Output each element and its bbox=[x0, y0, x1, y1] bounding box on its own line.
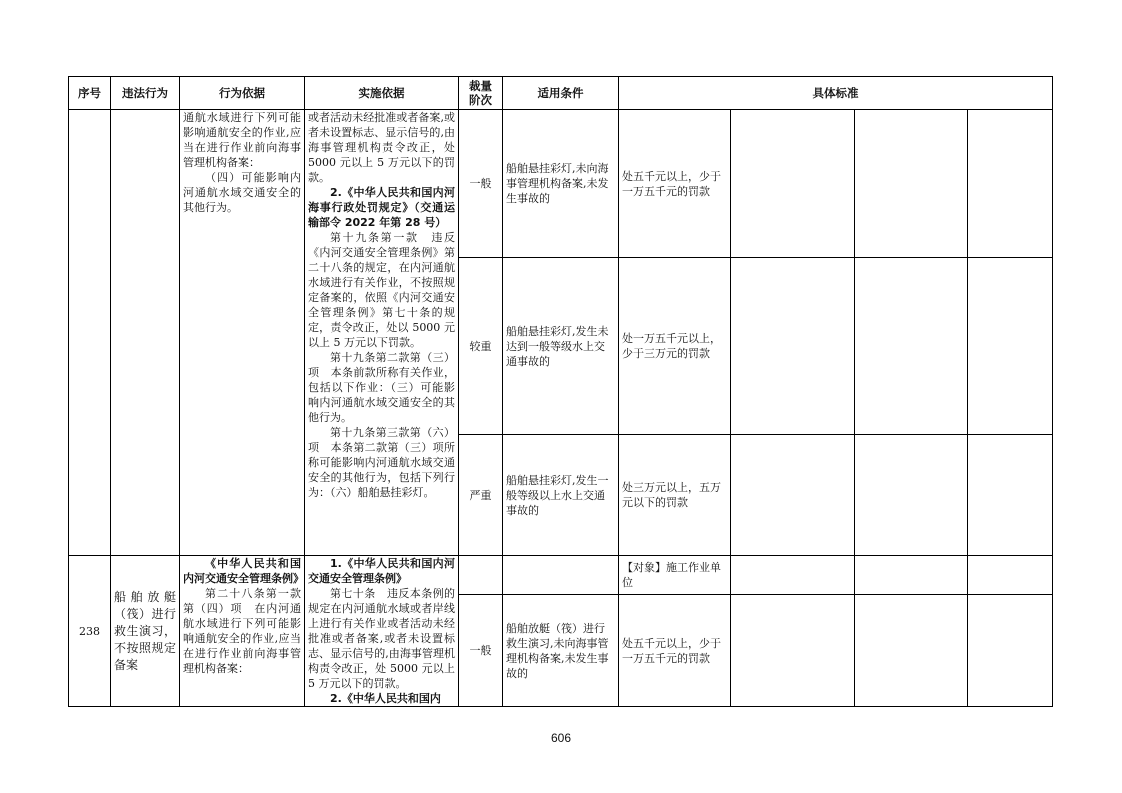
seq-cell: 238 bbox=[69, 556, 111, 707]
header-level: 裁量阶次 bbox=[459, 77, 503, 110]
cond-cell: 船舶悬挂彩灯,发生未达到一般等级水上交通事故的 bbox=[503, 258, 619, 435]
header-seq: 序号 bbox=[69, 77, 111, 110]
basis-text: 第二十八条第一款第（四）项 在内河通航水域进行下列可能影响通航安全的作业,应当在进行作业前向海事管理机构备案： bbox=[183, 587, 301, 675]
empty-cell bbox=[855, 435, 968, 556]
standard-cell: 处五千元以上，少于一万五千元的罚款 bbox=[619, 595, 731, 707]
empty-cell bbox=[503, 556, 619, 595]
header-cond: 适用条件 bbox=[503, 77, 619, 110]
empty-cell bbox=[459, 556, 503, 595]
violation-cell: 船舶放艇（筏）进行救生演习，不按照规定备案 bbox=[111, 556, 180, 707]
basis-text: 通航水域进行下列可能影响通航安全的作业,应当在进行作业前向海事管理机构备案： bbox=[183, 111, 301, 169]
standard-cell: 处五千元以上，少于一万五千元的罚款 bbox=[619, 110, 731, 258]
header-basis: 行为依据 bbox=[180, 77, 305, 110]
page-number: 606 bbox=[550, 731, 572, 745]
level-cell: 严重 bbox=[459, 435, 503, 556]
empty-cell bbox=[855, 595, 968, 707]
empty-cell bbox=[855, 556, 968, 595]
empty-cell bbox=[731, 435, 855, 556]
empty-cell bbox=[855, 110, 968, 258]
impl-paragraph: 或者活动未经批准或者备案,或者未设置标志、显示信号的,由海事管理机构责令改正，处 5000 元以上 5 万元以下的罚款。 bbox=[308, 111, 455, 184]
basis-item: （四）可能影响内河通航水域交通安全的其他行为。 bbox=[183, 171, 301, 214]
basis-cell bbox=[180, 556, 305, 707]
impl-paragraph: 第十九条第三款第（六）项 本条第二款第（三）项所称可能影响内河通航水域交通安全的其他行为，包括下列行为：（六）船舶悬挂彩灯。 bbox=[308, 426, 455, 499]
standard-cell: 处三万元以上，五万元以下的罚款 bbox=[619, 435, 731, 556]
level-cell: 一般 bbox=[459, 110, 503, 258]
level-cell: 较重 bbox=[459, 258, 503, 435]
table-row bbox=[69, 110, 1053, 258]
impl-paragraph: 第十九条第二款第（三）项 本条前款所称有关作业，包括以下作业：（三）可能影响内河通航水域交通安全的其他行为。 bbox=[308, 351, 455, 424]
empty-cell bbox=[968, 258, 1053, 435]
empty-cell bbox=[968, 110, 1053, 258]
impl-title: 2.《中华人民共和国内 bbox=[330, 692, 441, 705]
basis-title: 《中华人民共和国内河交通安全管理条例》 bbox=[183, 557, 304, 585]
empty-cell bbox=[731, 110, 855, 258]
penalty-standard-table bbox=[68, 76, 1053, 707]
empty-cell bbox=[968, 435, 1053, 556]
table-row bbox=[69, 556, 1053, 595]
header-violation: 违法行为 bbox=[111, 77, 180, 110]
cond-cell: 船舶放艇（筏）进行救生演习,未向海事管理机构备案,未发生事故的 bbox=[503, 595, 619, 707]
empty-cell bbox=[968, 556, 1053, 595]
level-cell: 一般 bbox=[459, 595, 503, 707]
cond-cell: 船舶悬挂彩灯,发生一般等级以上水上交通事故的 bbox=[503, 435, 619, 556]
empty-cell bbox=[731, 258, 855, 435]
cond-cell: 船舶悬挂彩灯,未向海事管理机构备案,未发生事故的 bbox=[503, 110, 619, 258]
impl-paragraph: 第七十条 违反本条例的规定在内河通航水域或者岸线上进行有关作业或者活动未经批准或者备案,或者未设置标志、显示信号的,由海事管理机构责令改正，处 5000 元以上 5 万元以下的罚款。 bbox=[308, 587, 455, 690]
empty-cell bbox=[968, 595, 1053, 707]
empty-cell bbox=[855, 258, 968, 435]
standard-cell: 处一万五千元以上，少于三万元的罚款 bbox=[619, 258, 731, 435]
impl-paragraph: 第十九条第一款 违反《内河交通安全管理条例》第二十八条的规定，在内河通航水域进行有关作业，不按照规定备案的，依照《内河交通安全管理条例》第七十条的规定，责令改正，处以 5000 元以上 5 万元以下罚款。 bbox=[308, 231, 455, 349]
header-row bbox=[69, 77, 1053, 110]
violation-cell bbox=[111, 110, 180, 556]
impl-cell bbox=[305, 110, 459, 556]
header-standard: 具体标准 bbox=[619, 77, 1053, 110]
empty-cell bbox=[731, 595, 855, 707]
header-impl: 实施依据 bbox=[305, 77, 459, 110]
impl-title: 1.《中华人民共和国内河交通安全管理条例》 bbox=[308, 557, 455, 585]
object-note: 【对象】施工作业单位 bbox=[619, 556, 731, 595]
basis-cell bbox=[180, 110, 305, 556]
empty-cell bbox=[731, 556, 855, 595]
impl-cell bbox=[305, 556, 459, 707]
impl-title: 2.《中华人民共和国内河海事行政处罚规定》（交通运输部令 2022 年第 28 号） bbox=[308, 186, 455, 229]
seq-cell bbox=[69, 110, 111, 556]
